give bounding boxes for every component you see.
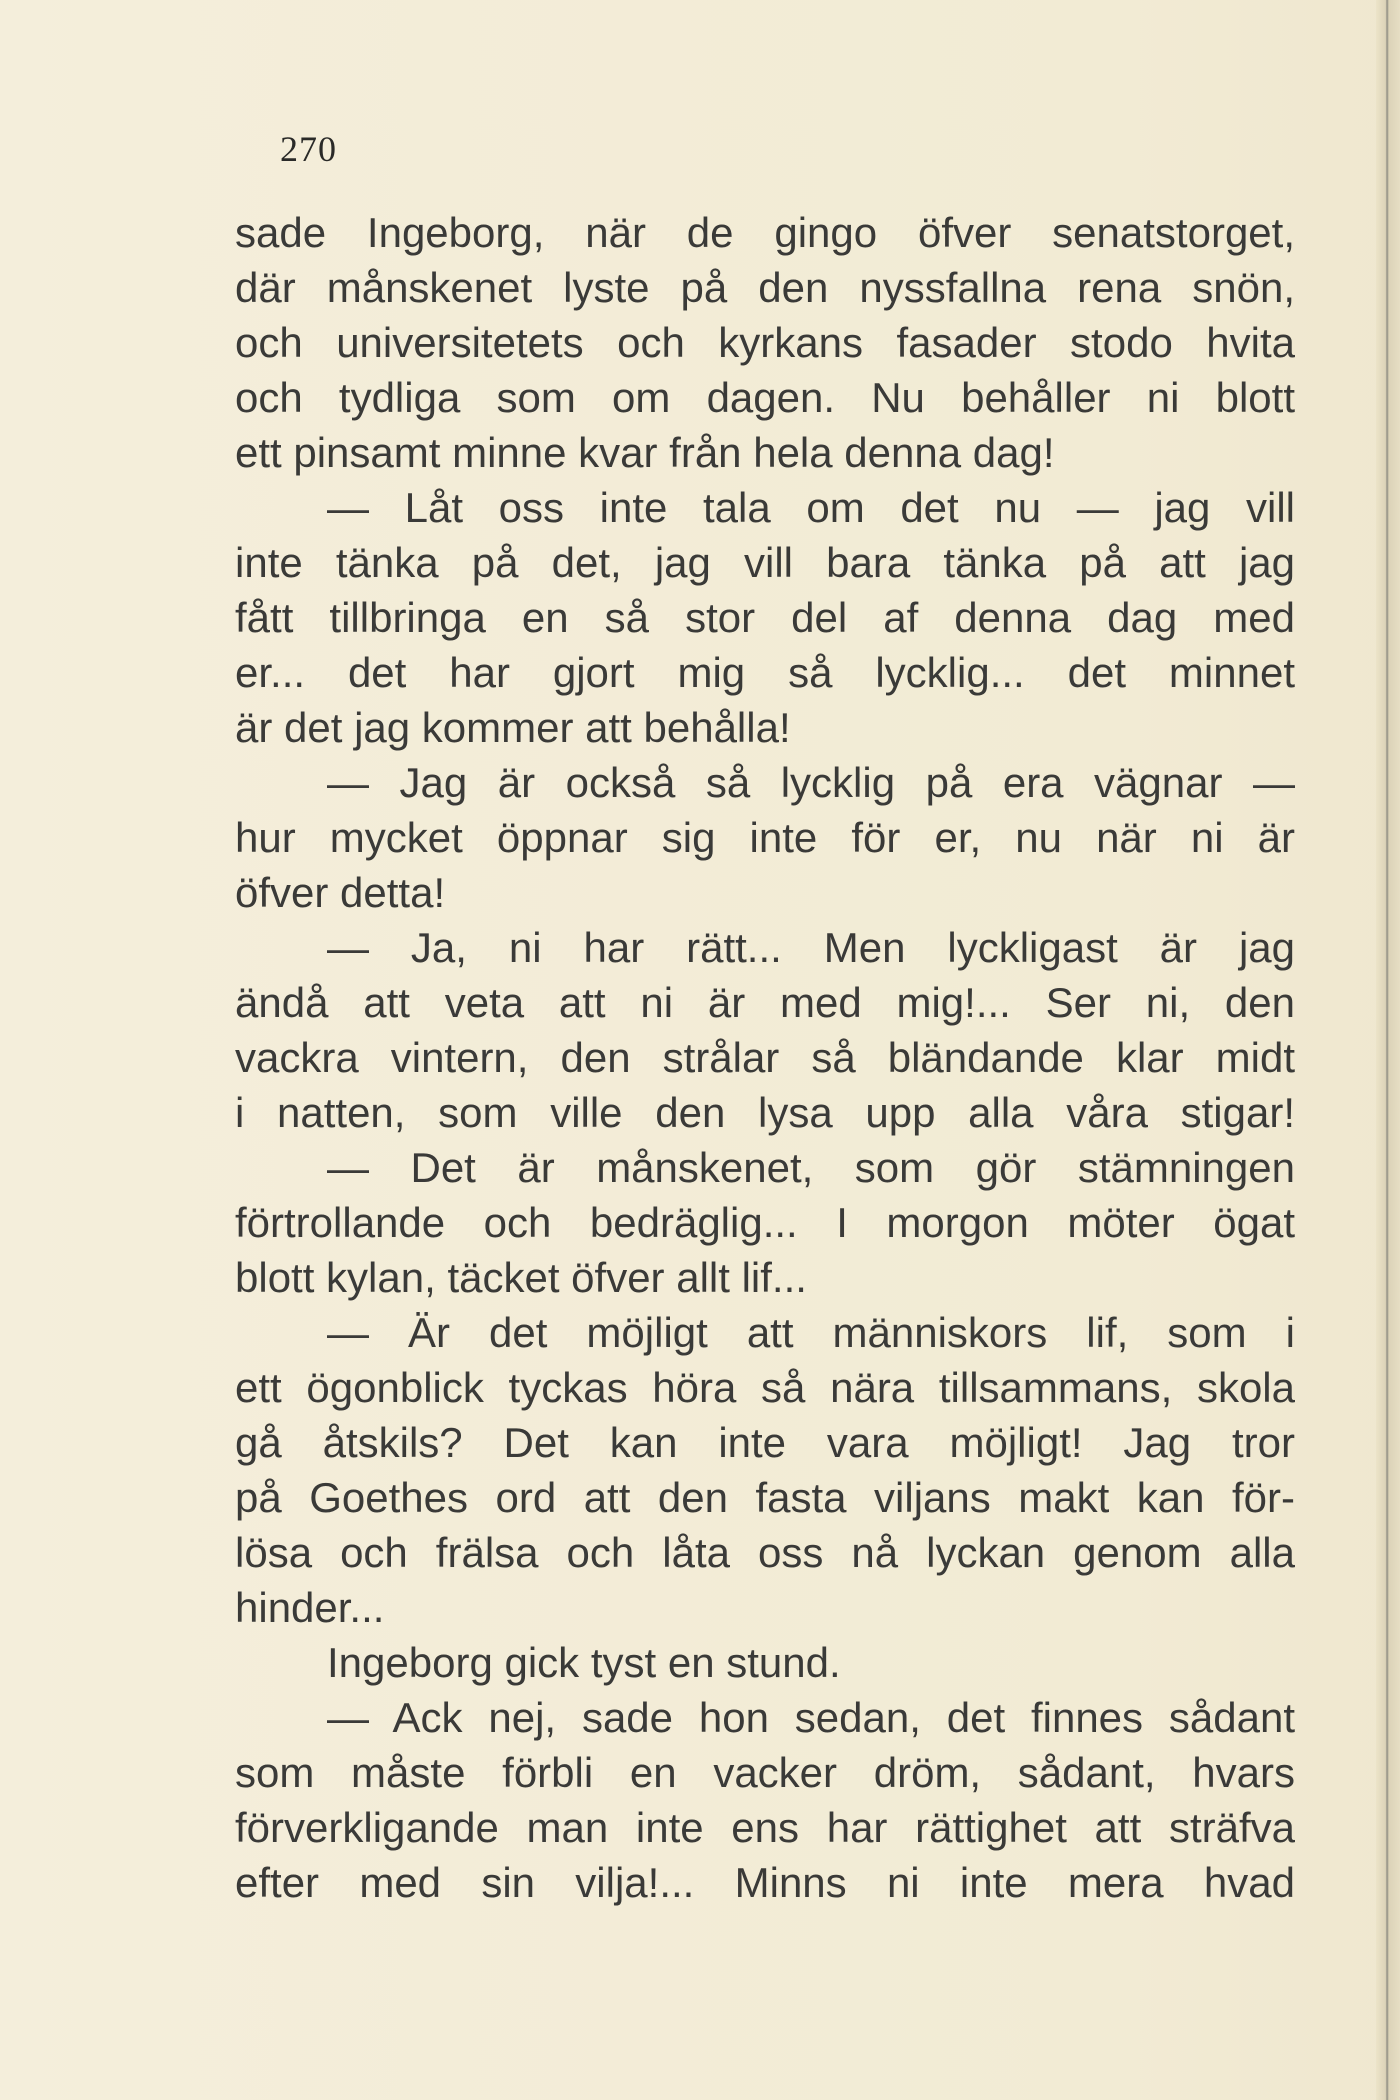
text-line: i natten, som ville den lysa upp alla våra stigar! xyxy=(235,1089,1295,1136)
text-line: ett pinsamt minne kvar från hela denna dag! xyxy=(235,429,1055,476)
text-line: lösa och frälsa och låta oss nå lyckan genom alla xyxy=(235,1529,1295,1576)
text-line: er... det har gjort mig så lycklig... det minnet xyxy=(235,649,1295,696)
text-line: sade Ingeborg, när de gingo öfver senatstorget, xyxy=(235,209,1295,256)
text-line: fått tillbringa en så stor del af denna dag med xyxy=(235,594,1295,641)
text-line: efter med sin vilja!... Minns ni inte mera hvad xyxy=(235,1859,1295,1906)
text-line: och universitetets och kyrkans fasader stodo hvita xyxy=(235,319,1295,366)
text-line: ett ögonblick tyckas höra så nära tillsammans, skola xyxy=(235,1364,1295,1411)
text-line: — Är det möjligt att människors lif, som i xyxy=(327,1309,1295,1356)
page-edge xyxy=(1376,0,1400,2100)
page-number: 270 xyxy=(280,129,337,169)
text-line: inte tänka på det, jag vill bara tänka på att jag xyxy=(235,539,1295,586)
text-line: ändå att veta att ni är med mig!... Ser ni, den xyxy=(235,979,1295,1026)
text-line: hur mycket öppnar sig inte för er, nu när ni är xyxy=(235,814,1295,861)
body-text xyxy=(235,205,1295,1910)
text-line: som måste förbli en vacker dröm, sådant, hvars xyxy=(235,1749,1295,1796)
text-line: Ingeborg gick tyst en stund. xyxy=(327,1639,841,1686)
text-line: förverkligande man inte ens har rättighet att sträfva xyxy=(235,1804,1295,1851)
text-line: på Goethes ord att den fasta viljans makt kan för- xyxy=(235,1474,1295,1521)
text-line: — Ja, ni har rätt... Men lyckligast är jag xyxy=(327,924,1295,971)
text-line: vackra vintern, den strålar så bländande klar midt xyxy=(235,1034,1295,1081)
text-line: — Jag är också så lycklig på era vägnar — xyxy=(327,759,1295,806)
text-line: hinder... xyxy=(235,1584,385,1631)
text-line: och tydliga som om dagen. Nu behåller ni blott xyxy=(235,374,1295,421)
text-line: där månskenet lyste på den nyssfallna rena snön, xyxy=(235,264,1295,311)
text-line: — Låt oss inte tala om det nu — jag vill xyxy=(327,484,1295,531)
text-line: blott kylan, täcket öfver allt lif... xyxy=(235,1254,807,1301)
text-line: öfver detta! xyxy=(235,869,446,916)
text-line: förtrollande och bedräglig... I morgon möter ögat xyxy=(235,1199,1295,1246)
text-line: är det jag kommer att behålla! xyxy=(235,704,791,751)
text-line: gå åtskils? Det kan inte vara möjligt! Jag tror xyxy=(235,1419,1295,1466)
text-line: — Det är månskenet, som gör stämningen xyxy=(327,1144,1295,1191)
text-line: — Ack nej, sade hon sedan, det finnes sådant xyxy=(327,1694,1295,1741)
